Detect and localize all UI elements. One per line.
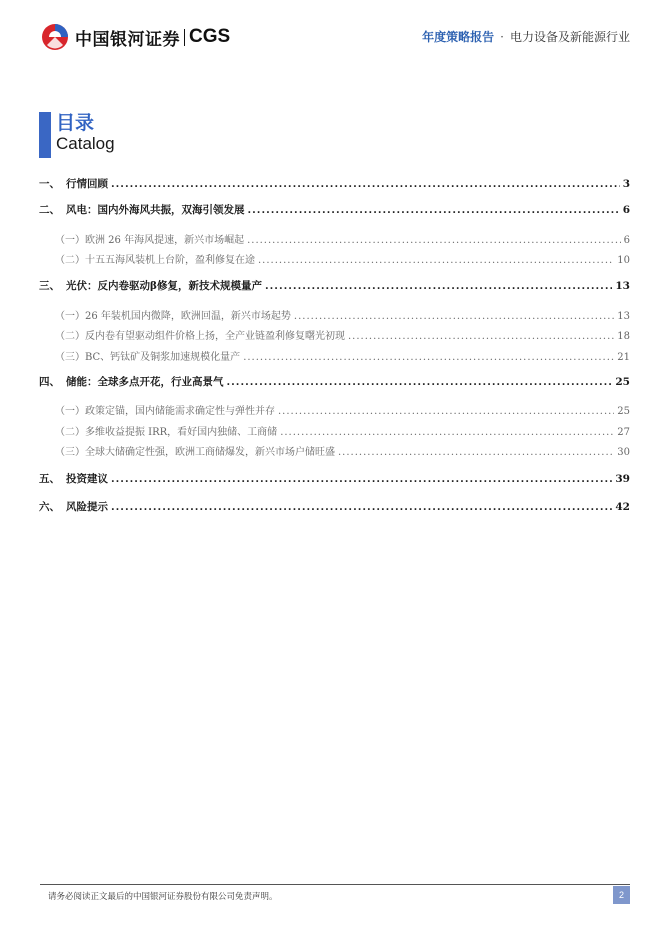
toc-page-number: 13 xyxy=(615,280,630,292)
toc-number: （二） xyxy=(55,255,85,266)
page-header xyxy=(0,0,662,60)
report-type-label xyxy=(422,28,630,45)
toc-number: 二、 xyxy=(39,204,60,216)
toc-number: （一） xyxy=(55,406,85,417)
toc-label: 26 年装机国内微降，欧洲回温，新兴市场起势 xyxy=(85,311,291,322)
toc-leader-dots xyxy=(338,447,614,458)
toc-leader-dots xyxy=(111,501,612,513)
toc-label: BC、钙钛矿及铜浆加速规模化量产 xyxy=(85,352,241,363)
toc-label: 欧洲 26 年海风提速，新兴市场崛起 xyxy=(85,235,245,246)
cgs-logo-icon xyxy=(40,22,70,52)
toc-page-number: 25 xyxy=(615,376,630,388)
toc-label: 光伏：反内卷驱动β修复，新技术规模量产 xyxy=(66,280,262,292)
logo-separator xyxy=(184,29,185,46)
toc-leader-dots xyxy=(348,331,614,342)
toc-page-number: 3 xyxy=(622,178,630,190)
toc-subsection-entry[interactable] xyxy=(39,327,630,342)
toc-page-number: 39 xyxy=(615,473,630,485)
toc-subsection-entry[interactable] xyxy=(39,423,630,438)
toc-label: 投资建议 xyxy=(66,473,108,485)
toc-leader-dots xyxy=(280,427,614,438)
toc-subsection-entry[interactable] xyxy=(39,307,630,322)
toc-label: 风电：国内外海风共振，双海引领发展 xyxy=(66,204,245,216)
header-dot: · xyxy=(500,30,504,44)
toc-label: 风险提示 xyxy=(66,501,108,513)
toc-section-entry[interactable] xyxy=(39,278,630,293)
report-type: 年度策略报告 xyxy=(422,30,495,44)
toc-subsection-entry[interactable] xyxy=(39,251,630,266)
toc-leader-dots xyxy=(111,473,612,485)
toc-number: 五、 xyxy=(39,473,60,485)
catalog-title-cn: 目录 xyxy=(56,112,95,134)
toc-number: （一） xyxy=(55,311,85,322)
toc-label: 全球大储确定性强，欧洲工商储爆发，新兴市场户储旺盛 xyxy=(85,447,335,458)
toc-page-number: 6 xyxy=(623,235,630,246)
toc-page-number: 13 xyxy=(617,311,630,322)
toc-leader-dots xyxy=(111,178,620,190)
toc-page-number: 27 xyxy=(617,427,630,438)
toc-section-entry[interactable] xyxy=(39,471,630,486)
toc-subsection-entry[interactable] xyxy=(39,348,630,363)
toc-label: 十五五海风装机上台阶，盈利修复在途 xyxy=(85,255,255,266)
toc-leader-dots xyxy=(278,406,614,417)
company-logo xyxy=(40,22,230,52)
toc-leader-dots xyxy=(258,255,614,266)
toc-page-number: 6 xyxy=(622,204,630,216)
footer-divider xyxy=(40,884,630,885)
toc-label: 反内卷有望驱动组件价格上扬，全产业链盈利修复曙光初现 xyxy=(85,331,345,342)
toc-number: 一、 xyxy=(39,178,60,190)
toc-section-entry[interactable] xyxy=(39,176,630,191)
toc-number: （三） xyxy=(55,447,85,458)
toc-number: 三、 xyxy=(39,280,60,292)
page-number: 2 xyxy=(613,886,630,904)
toc-page-number: 42 xyxy=(615,501,630,513)
toc-page-number: 30 xyxy=(617,447,630,458)
toc-label: 多维收益提振 IRR，看好国内独储、工商储 xyxy=(85,427,278,438)
footer-disclaimer: 请务必阅读正文最后的中国银河证券股份有限公司免责声明。 xyxy=(48,892,278,902)
logo-cn-text: 中国银河证券 xyxy=(75,29,180,50)
catalog-accent-bar xyxy=(39,112,51,158)
toc-number: 六、 xyxy=(39,501,60,513)
toc-leader-dots xyxy=(243,352,614,363)
toc-number: （三） xyxy=(55,352,85,363)
toc-label: 行情回顾 xyxy=(66,178,108,190)
toc-number: 四、 xyxy=(39,376,60,388)
toc-label: 政策定锚，国内储能需求确定性与弹性并存 xyxy=(85,406,275,417)
toc-subsection-entry[interactable] xyxy=(39,402,630,417)
toc-page-number: 10 xyxy=(617,255,630,266)
toc-section-entry[interactable] xyxy=(39,202,630,217)
toc-leader-dots xyxy=(227,376,613,388)
toc-page-number: 18 xyxy=(617,331,630,342)
toc-number: （二） xyxy=(55,427,85,438)
toc-leader-dots xyxy=(294,311,614,322)
toc-page-number: 21 xyxy=(617,352,630,363)
toc-number: （一） xyxy=(55,235,85,246)
toc-leader-dots xyxy=(247,235,621,246)
catalog-title-en: Catalog xyxy=(56,134,115,153)
toc-section-entry[interactable] xyxy=(39,499,630,514)
toc-label: 储能：全球多点开花，行业高景气 xyxy=(66,376,224,388)
logo-en-text: CGS xyxy=(189,26,231,47)
toc-subsection-entry[interactable] xyxy=(39,443,630,458)
toc-leader-dots xyxy=(265,280,612,292)
toc-leader-dots xyxy=(248,204,620,216)
toc-section-entry[interactable] xyxy=(39,374,630,389)
toc-number: （二） xyxy=(55,331,85,342)
toc-subsection-entry[interactable] xyxy=(39,231,630,246)
toc-page-number: 25 xyxy=(617,406,630,417)
industry-name: 电力设备及新能源行业 xyxy=(509,30,630,44)
